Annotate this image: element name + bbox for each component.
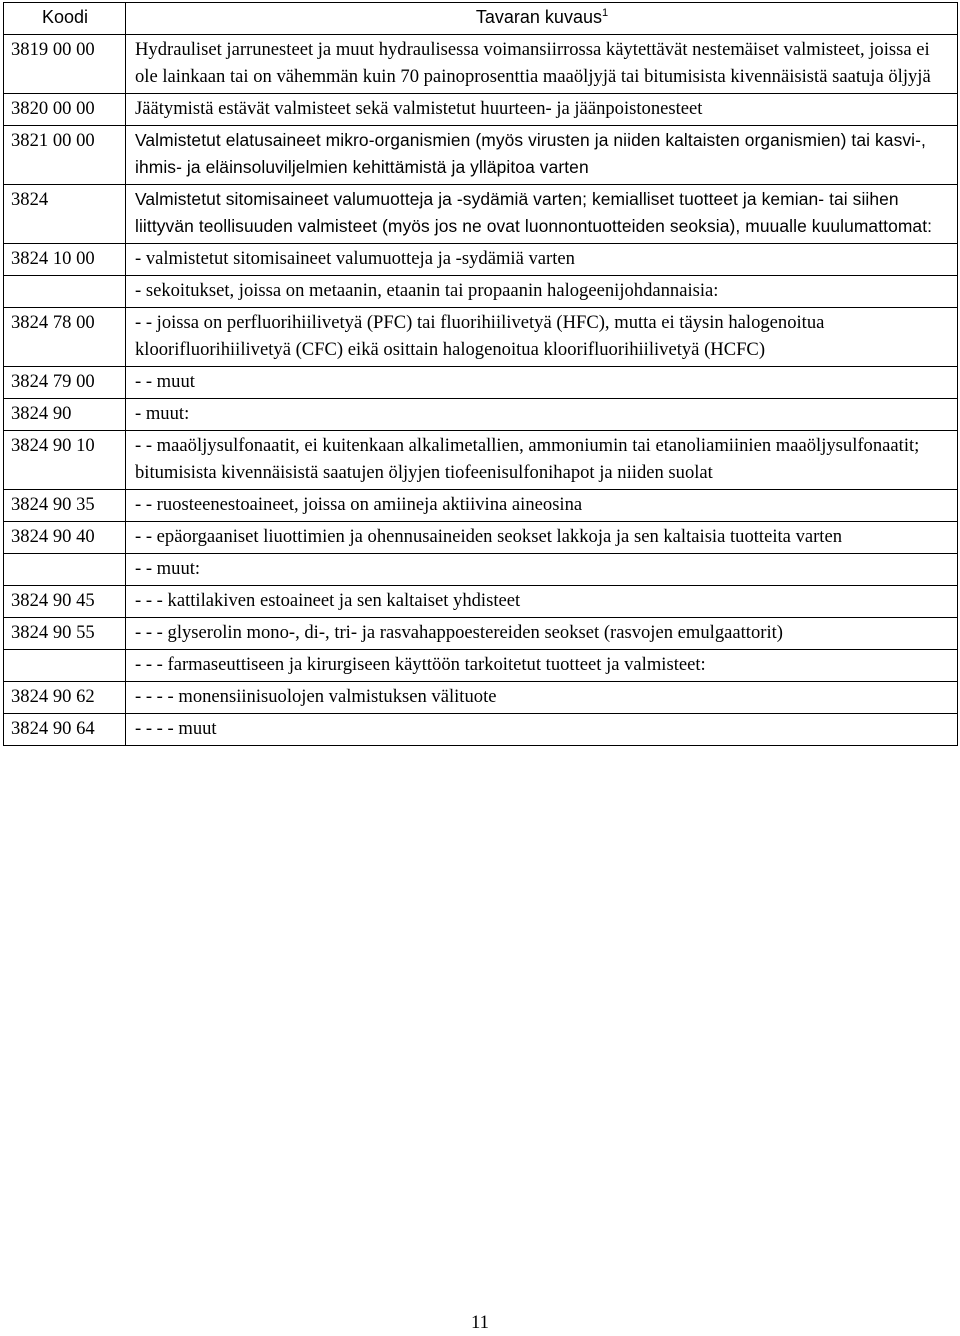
description-cell: - - muut: [126,554,958,586]
table-row [4,714,958,746]
description-cell: Hydrauliset jarrunesteet ja muut hydraulisessa voimansiirrossa käytettävät nestemäiset valmisteet, joissa ei ole lainkaan tai on vähemmän kuin 70 painoprosenttia maaöljyjä tai bitumisista kivennäisistä saatuja öljyjä [126,35,958,94]
code-cell: 3824 90 45 [4,586,126,618]
table-row [4,682,958,714]
table-row [4,126,958,185]
code-cell: 3819 00 00 [4,35,126,94]
description-cell: - - joissa on perfluorihiilivetyä (PFC) tai fluorihiilivetyä (HFC), mutta ei täysin halogenoitua kloorifluorihiilivetyä (CFC) eikä osittain halogenoitua kloorifluorihiilivetyä (HCFC) [126,308,958,367]
description-cell: - sekoitukset, joissa on metaanin, etaanin tai propaanin halogeenijohdannaisia: [126,276,958,308]
code-cell: 3824 10 00 [4,244,126,276]
table-row [4,650,958,682]
table-row [4,431,958,490]
table-header-row [4,3,958,35]
code-column-header [4,3,126,35]
table-row [4,522,958,554]
table-row [4,586,958,618]
code-cell: 3824 78 00 [4,308,126,367]
description-cell: - - maaöljysulfonaatit, ei kuitenkaan alkalimetallien, ammoniumin tai etanoliamiinien maaöljysulfonaatit; bitumisista kivennäisistä saatujen öljyjen tiofeenisulfonihapot ja niiden suolat [126,431,958,490]
description-cell: Jäätymistä estävät valmisteet sekä valmistetut huurteen- ja jäänpoistonesteet [126,94,958,126]
table-row [4,244,958,276]
table-row [4,94,958,126]
footnote-marker: 1 [601,7,609,19]
description-cell: - - - glyserolin mono-, di-, tri- ja rasvahappoestereiden seokset (rasvojen emulgaattorit) [126,618,958,650]
table-row [4,35,958,94]
description-cell: - - - - monensiinisuolojen valmistuksen välituote [126,682,958,714]
code-cell [4,650,126,682]
goods-table [3,2,958,746]
description-header-label: Tavaran kuvaus [475,7,602,27]
code-cell: 3824 90 40 [4,522,126,554]
table-row [4,308,958,367]
table-row [4,490,958,522]
description-cell: - valmistetut sitomisaineet valumuotteja ja -sydämiä varten [126,244,958,276]
description-cell: - muut: [126,399,958,431]
description-cell: - - - - muut [126,714,958,746]
code-cell: 3824 90 62 [4,682,126,714]
code-cell [4,276,126,308]
description-cell: Valmistetut elatusaineet mikro-organismien (myös virusten ja niiden kaltaisten organismien) tai kasvi-, ihmis- ja eläinsoluviljelmien kehittämistä ja ylläpitoa varten [126,126,958,185]
code-cell: 3821 00 00 [4,126,126,185]
code-cell: 3824 90 [4,399,126,431]
code-cell [4,554,126,586]
description-cell: - - epäorgaaniset liuottimien ja ohennusaineiden seokset lakkoja ja sen kaltaisia tuotteita varten [126,522,958,554]
code-cell: 3824 90 64 [4,714,126,746]
code-cell: 3824 90 35 [4,490,126,522]
code-cell: 3824 79 00 [4,367,126,399]
table-row [4,185,958,244]
description-cell: - - muut [126,367,958,399]
description-cell: - - ruosteenestoaineet, joissa on amiineja aktiivina aineosina [126,490,958,522]
code-cell: 3820 00 00 [4,94,126,126]
code-cell: 3824 [4,185,126,244]
code-header-label: Koodi [41,7,89,27]
description-column-header [126,3,958,35]
table-row [4,367,958,399]
description-cell: - - - kattilakiven estoaineet ja sen kaltaiset yhdisteet [126,586,958,618]
description-cell: Valmistetut sitomisaineet valumuotteja ja -sydämiä varten; kemialliset tuotteet ja kemian- tai siihen liittyvän teollisuuden valmisteet (myös jos ne ovat luonnontuotteiden seoksia), muualle kuulumattomat: [126,185,958,244]
table-row [4,554,958,586]
code-cell: 3824 90 10 [4,431,126,490]
table-row [4,399,958,431]
table-row [4,276,958,308]
table-row [4,618,958,650]
page-number: 11 [471,1312,489,1333]
code-cell: 3824 90 55 [4,618,126,650]
description-cell: - - - farmaseuttiseen ja kirurgiseen käyttöön tarkoitetut tuotteet ja valmisteet: [126,650,958,682]
